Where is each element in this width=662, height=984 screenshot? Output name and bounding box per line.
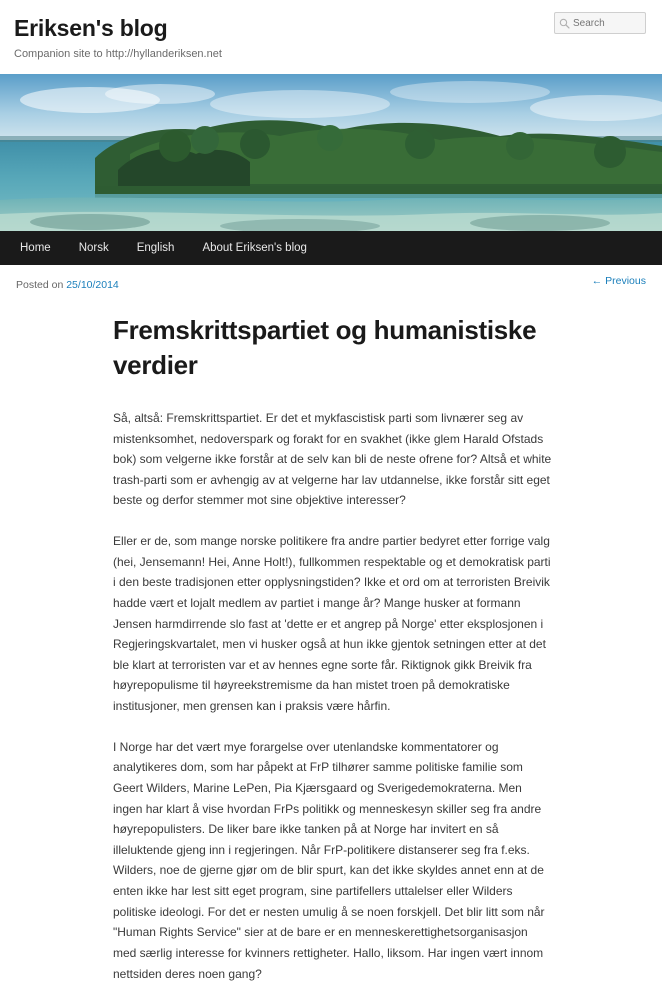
search-box[interactable] (554, 12, 646, 34)
post-paragraph: I Norge har det vært mye forargelse over utenlandske kommentatorer og analytikeres dom, som har påpekt at FrP tilhører samme politiske familie som Geert Wilders, Marine LePen, Pia Kjærsgaard og Sverigedemokraterna. Men ingen har klart å vise hvordan FrPs politikk og menneskesyn skiller seg fra andre høyrepopulisters. De liker bare ikke tanken på at Norge har invitert en så illeluktende gjeng inn i regjeringen. Når FrP-politikere distanserer seg fra f.eks. Wilders, noe de gjerne gjør om de blir spurt, kan det ikke skyldes annet enn at de enten ikke har lest sitt eget program, sine partifellers uttalelser eller Wilders politiske ideologi. For det er nesten umulig å se noen forskjell. Det blir litt som når "Human Rights Service" sier at de bare er en menneskerettighetsorganisasjon med særlig interesse for kvinners rettigheter. Hallo, liksom. Har ingen vært innom nettsiden deres noen gang? (113, 739, 545, 981)
site-title: Eriksen's blog (14, 15, 168, 41)
post-paragraph: Så, altså: Fremskrittspartiet. Er det et mykfascistisk parti som livnærer seg av mistenksomhet, nedoverspark og forakt for en svakhet (ikke glem Harald Ofstads bok) som velgerne ikke forstår at de selv kan bli de neste ofrene for? Altså et white trash-parti som er avhengig av at velgerne har lav utdannelse, ikke forstår sitt eget beste og derfor stemmer mot sine objektive interesser? (113, 410, 552, 508)
search-input[interactable] (573, 18, 641, 29)
nav-item-english[interactable]: English (136, 242, 175, 255)
post-paragraph: Eller er de, som mange norske politikere fra andre partier bedyret etter forrige valg (hei, Jensemann! Hei, Anne Holt!), fullkommen respektable og et demokratisk parti i den beste tradisjonen etter opplysningstiden? Ikke et ord om at terroristen Breivik hadde vært et lojalt medlem av partiet i mange år? Mange husker at formann Jensen harmdirrende slo fast at 'dette er et angrep på Norge' etter eksplosjonen i Regjeringskvartalet, men vi husker også at hun ikke gjentok setningen etter at det ble klart at terroristen var et av hennes egne sorte får. Riktignok gikk Breivik fra høyrepopulisme til høyreekstremisme da han mistet troen på demokratiske institusjoner, men grensen kan i praksis være hårfin. (113, 534, 551, 714)
site-description: Companion site to http://hyllanderiksen.net (14, 48, 222, 61)
main-navigation[interactable] (0, 231, 662, 265)
site-header (0, 0, 662, 74)
post-title: Fremskrittspartiet og humanistiske verdier (113, 315, 537, 380)
posted-on (16, 279, 119, 291)
post-date-link[interactable]: 25/10/2014 (66, 279, 119, 292)
posted-on-label: Posted on (16, 279, 64, 292)
search-icon (559, 18, 570, 29)
post-content (113, 408, 552, 984)
previous-post-link[interactable]: ← Previous (591, 275, 646, 288)
nav-item-about[interactable]: About Eriksen's blog (202, 242, 307, 255)
post-meta-row (0, 265, 662, 291)
post-article (0, 291, 662, 984)
nav-item-home[interactable]: Home (20, 242, 51, 255)
header-banner-image (0, 74, 662, 231)
nav-item-norsk[interactable]: Norsk (78, 242, 109, 255)
